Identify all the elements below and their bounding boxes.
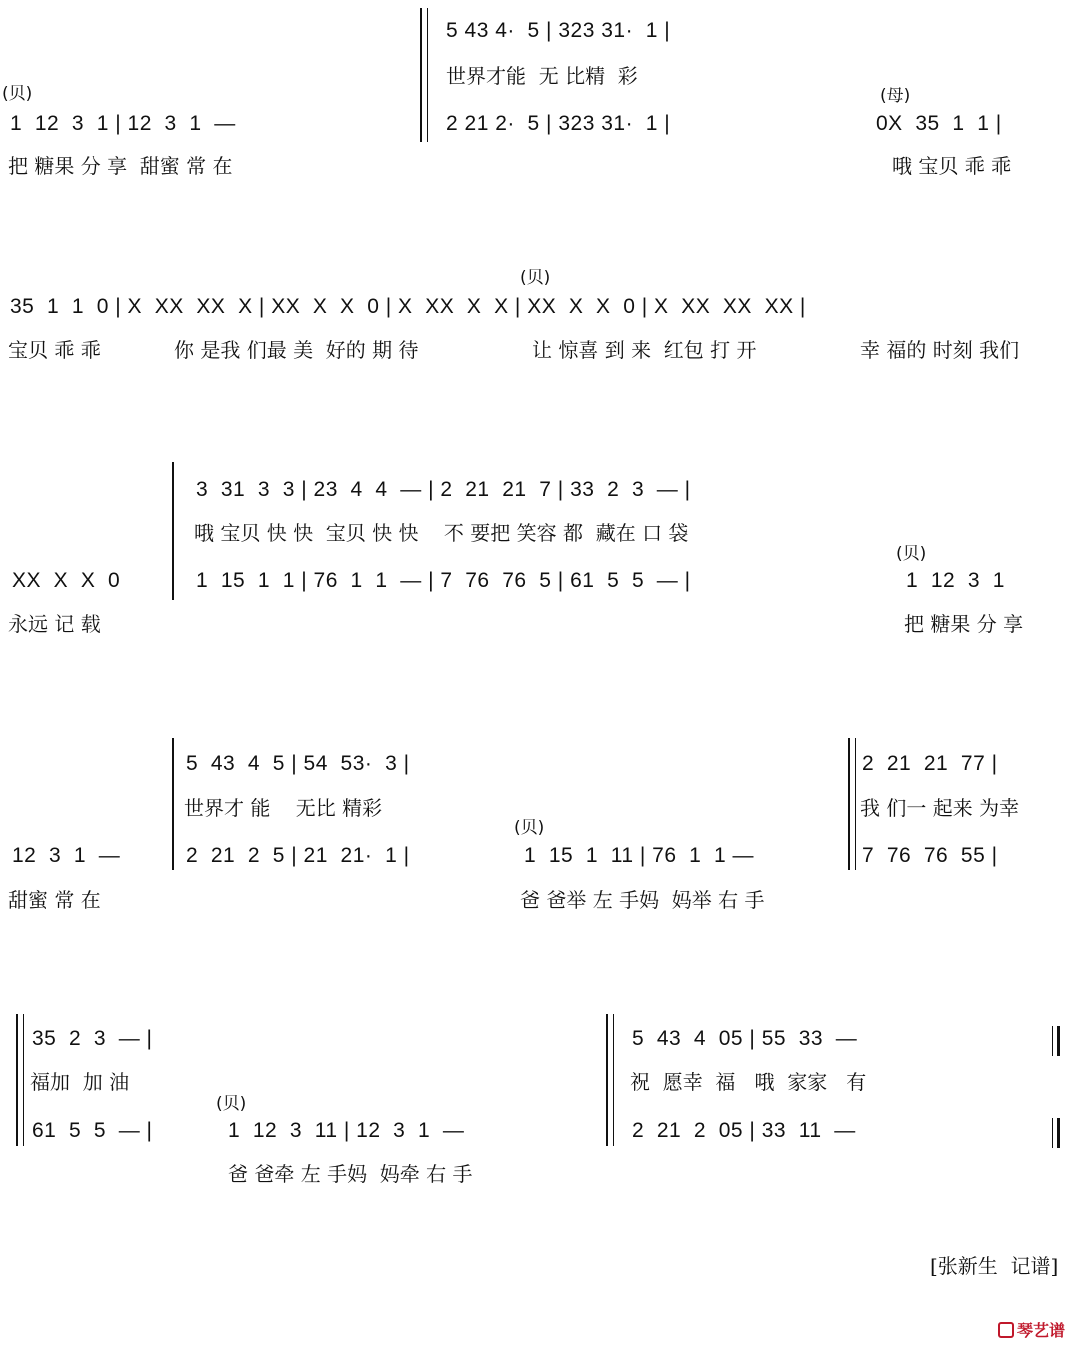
bei-notes: 1 12 3 11 | 12 3 1 —	[228, 1119, 465, 1142]
voice-marker-bei: (贝)	[2, 84, 33, 104]
bei-lyrics: 把 糖果 分 享	[904, 612, 1024, 636]
upper-lyrics: 世界才 能 无比 精彩	[184, 796, 383, 820]
right-lower-notes: 7 76 76 55 |	[862, 844, 998, 867]
upper-right-lyrics: 祝 愿幸 福 哦 家家 有	[630, 1070, 867, 1094]
logo-icon	[998, 1322, 1014, 1338]
lyrics-a: 宝贝 乖 乖	[8, 338, 101, 362]
left-notes: XX X X 0	[12, 569, 121, 592]
final-bar-thick	[1057, 1118, 1060, 1148]
lyrics-c: 让 惊喜 到 来 红包 打 开	[532, 338, 757, 362]
voice-marker-bei: (贝)	[520, 268, 551, 288]
left-lyrics: 永远 记 载	[8, 612, 101, 636]
upper-left-lyrics: 福加 加 油	[30, 1070, 130, 1094]
voice-marker-bei: (贝)	[216, 1094, 247, 1114]
site-logo	[998, 1318, 1065, 1341]
bei-lyrics: 爸 爸牵 左 手妈 妈牵 右 手	[228, 1162, 473, 1186]
voice-marker-mu: (母)	[880, 86, 911, 106]
brace-line	[420, 8, 422, 142]
upper-left-notes: 35 2 3 — |	[32, 1027, 153, 1050]
bei-notes: 1 12 3 1	[906, 569, 1005, 592]
mu-lyrics: 哦 宝贝 乖 乖	[892, 154, 1012, 178]
right-upper-lyrics: 我 们一 起来 为幸	[860, 796, 1020, 820]
final-bar-thin	[1052, 1118, 1053, 1148]
final-bar-thin	[1052, 1026, 1053, 1056]
final-bar-thick	[1057, 1026, 1060, 1056]
bei-notes: 1 15 1 11 | 76 1 1 —	[524, 844, 755, 867]
bei-lyrics: 爸 爸举 左 手妈 妈举 右 手	[520, 888, 765, 912]
mu-notes: 0X 35 1 1 |	[876, 112, 1002, 135]
logo-text: 琴艺谱	[1017, 1321, 1066, 1340]
bar-line	[855, 738, 856, 870]
bar-line	[23, 1014, 24, 1146]
lower-notes: 1 15 1 1 | 76 1 1 — | 7 76 76 5 | 61 5 5 — |	[196, 569, 691, 592]
brace-line	[172, 738, 174, 870]
upper-lyrics: 世界才能 无 比精 彩	[446, 64, 638, 88]
lower-left-lyrics: 把 糖果 分 享 甜蜜 常 在	[8, 154, 233, 178]
brace-line-right	[848, 738, 850, 870]
bar-line	[427, 8, 428, 142]
upper-notes: 5 43 4 5 | 54 53· 3 |	[186, 752, 410, 775]
upper-lyrics: 哦 宝贝 快 快 宝贝 快 快 不 要把 笑容 都 藏在 口 袋	[194, 521, 689, 545]
lower-notes: 2 21 2 5 | 21 21· 1 |	[186, 844, 410, 867]
transcriber-credit: [张新生 记谱]	[930, 1254, 1059, 1278]
upper-notes: 5 43 4· 5 | 323 31· 1 |	[446, 19, 671, 42]
left-lyrics: 甜蜜 常 在	[8, 888, 101, 912]
lower-right-notes: 2 21 2· 5 | 323 31· 1 |	[446, 112, 671, 135]
voice-marker-bei: (贝)	[896, 544, 927, 564]
lower-left-notes: 61 5 5 — |	[32, 1119, 153, 1142]
left-notes: 12 3 1 —	[12, 844, 121, 867]
lyrics-d: 幸 福的 时刻 我们	[860, 338, 1020, 362]
upper-notes: 3 31 3 3 | 23 4 4 — | 2 21 21 7 | 33 2 3 — |	[196, 478, 691, 501]
rhythm-notes: 35 1 1 0 | X XX XX X | XX X X 0 | X XX X X | XX X X 0 | X XX XX XX |	[10, 295, 806, 318]
brace-line	[172, 462, 174, 600]
right-upper-notes: 2 21 21 77 |	[862, 752, 998, 775]
brace-line-right	[606, 1014, 608, 1146]
upper-right-notes: 5 43 4 05 | 55 33 —	[632, 1027, 858, 1050]
lower-left-notes: 1 12 3 1 | 12 3 1 —	[10, 112, 236, 135]
bar-line	[613, 1014, 614, 1146]
voice-marker-bei: (贝)	[514, 818, 545, 838]
brace-line	[16, 1014, 18, 1146]
lyrics-b: 你 是我 们最 美 好的 期 待	[174, 338, 419, 362]
lower-right-notes: 2 21 2 05 | 33 11 —	[632, 1119, 856, 1142]
